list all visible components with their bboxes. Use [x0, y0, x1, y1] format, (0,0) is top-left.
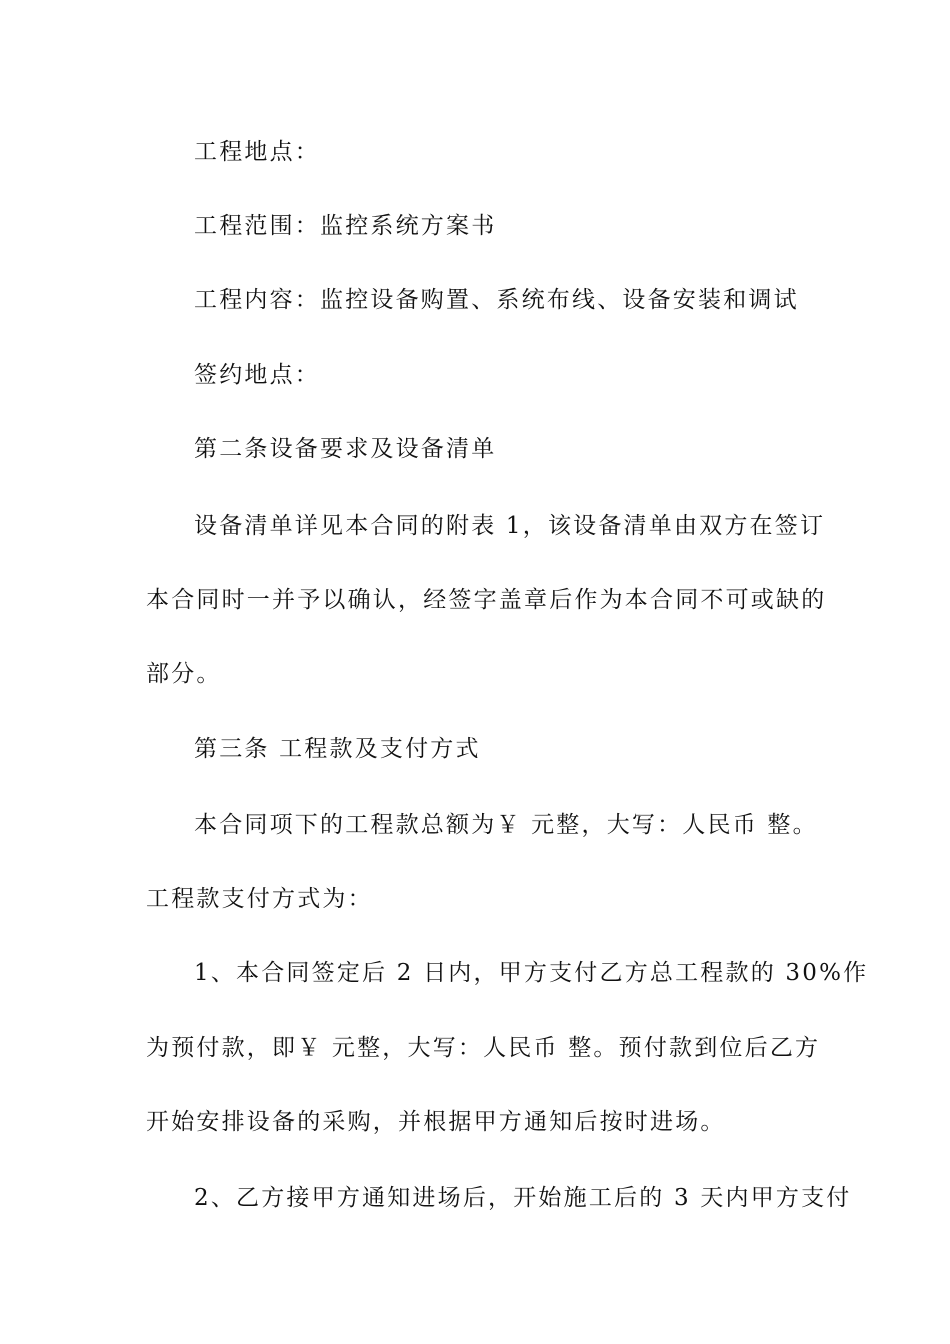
article-three-heading: 第三条 工程款及支付方式 [194, 736, 481, 762]
payment-item-2-line-1: 2、乙方接甲方通知进场后，开始施工后的 3 天内甲方支付 [194, 1185, 852, 1211]
payment-item-1-line-3: 开始安排设备的采购，并根据甲方通知后按时进场。 [146, 1109, 726, 1135]
payment-item-1-line-2: 为预付款，即￥ 元整，大写：人民币 整。预付款到位后乙方 [146, 1035, 821, 1061]
project-content-line: 工程内容：监控设备购置、系统布线、设备安装和调试 [194, 287, 799, 313]
equipment-list-paragraph-line-2: 本合同时一并予以确认，经签字盖章后作为本合同不可或缺的 [146, 587, 827, 613]
payment-item-1-line-1: 1、本合同签定后 2 日内，甲方支付乙方总工程款的 30%作 [194, 960, 869, 986]
payment-method-line: 工程款支付方式为： [146, 886, 373, 912]
article-two-heading: 第二条设备要求及设备清单 [194, 436, 497, 462]
signing-location-line: 签约地点： [194, 362, 320, 388]
equipment-list-paragraph-line-3: 部分。 [146, 661, 222, 687]
equipment-list-paragraph-line-1: 设备清单详见本合同的附表 1，该设备清单由双方在签订 [194, 513, 826, 539]
project-location-line: 工程地点： [194, 139, 320, 165]
contract-amount-line: 本合同项下的工程款总额为￥ 元整，大写：人民币 整。 [194, 812, 818, 838]
project-scope-line: 工程范围：监控系统方案书 [194, 213, 497, 239]
